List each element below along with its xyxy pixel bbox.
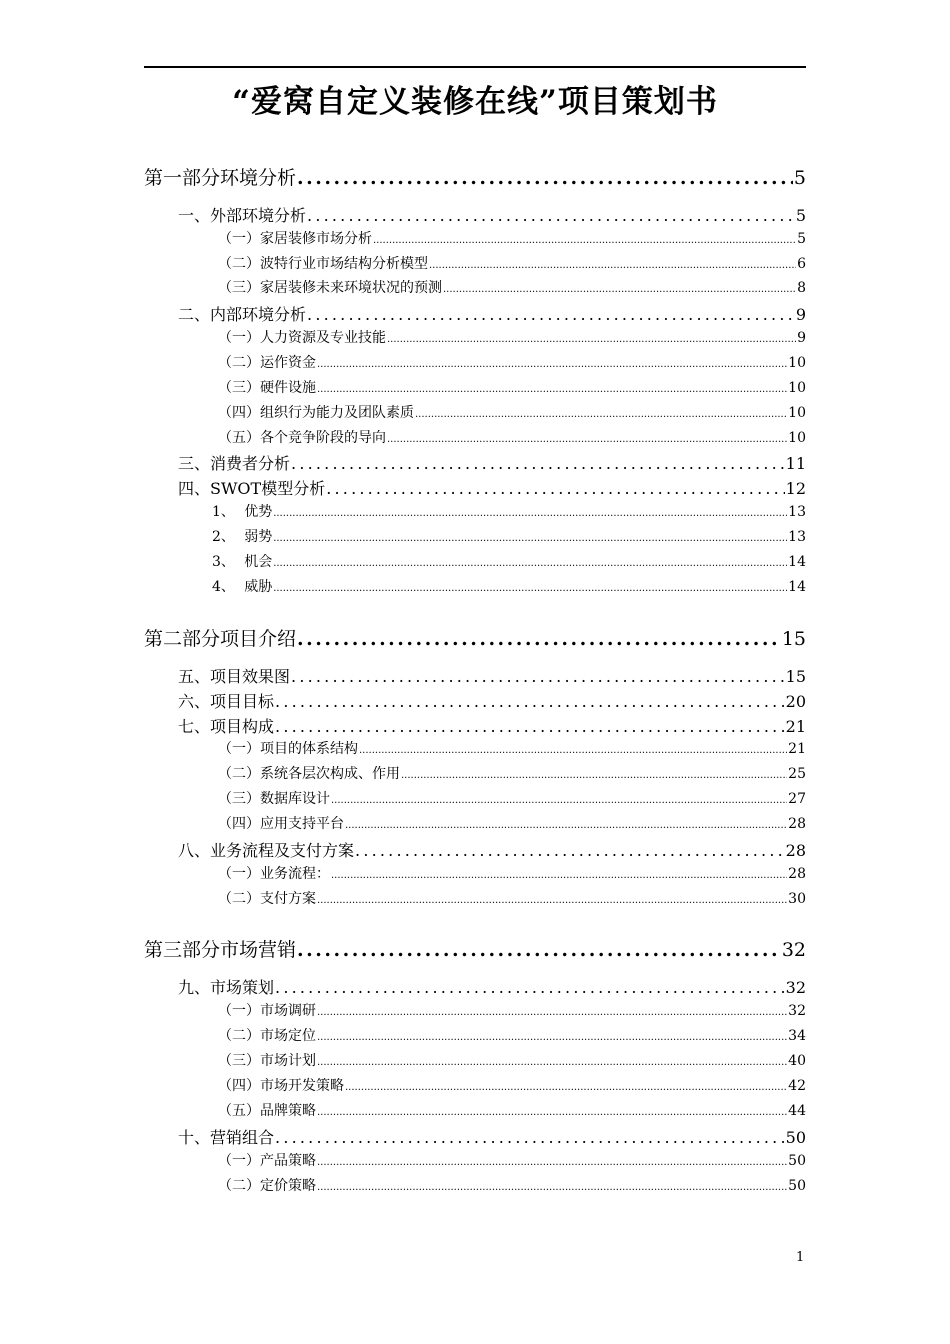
toc-number: 第三部分: [144, 939, 221, 961]
dot-leader: [429, 256, 796, 272]
toc-part-2[interactable]: [144, 624, 806, 651]
toc-page: 21: [788, 741, 806, 757]
toc-item[interactable]: [212, 526, 806, 546]
toc-subsection[interactable]: [218, 427, 806, 447]
toc-page: 25: [788, 766, 806, 782]
toc-section-2[interactable]: [178, 302, 806, 325]
toc-label: 波特行业市场结构分析模型: [260, 256, 428, 272]
toc-number: 第一部分: [144, 167, 221, 189]
dot-leader: [317, 355, 787, 371]
toc-subsection[interactable]: [218, 228, 806, 248]
toc-number: （三）: [218, 1053, 260, 1069]
toc-label: 内部环境分析: [210, 305, 307, 324]
toc-subsection[interactable]: [218, 327, 806, 347]
toc-page: 5: [793, 167, 806, 189]
toc-subsection[interactable]: [218, 1000, 806, 1020]
toc-subsection[interactable]: [218, 402, 806, 422]
toc-label: 优势: [244, 504, 273, 520]
toc-item[interactable]: [212, 501, 806, 521]
toc-section-3[interactable]: [178, 451, 806, 474]
toc-label: 弱势: [244, 529, 273, 545]
toc-label: 运作资金: [260, 355, 316, 371]
toc-subsection[interactable]: [218, 277, 806, 297]
toc-label: 家居装修市场分析: [260, 231, 372, 247]
toc-label: 项目构成: [210, 717, 275, 736]
page-number: 1: [796, 1250, 805, 1265]
toc-page: 9: [797, 330, 806, 346]
toc-page: 10: [788, 405, 806, 421]
toc-page: 32: [788, 1003, 806, 1019]
toc-label: 市场营销: [220, 939, 297, 961]
dot-leader: [359, 741, 787, 757]
toc-number: （二）: [218, 355, 260, 371]
toc-page: 50: [785, 1128, 806, 1147]
toc-number: （三）: [218, 380, 260, 396]
toc-number: 五、: [178, 667, 211, 686]
toc-label: 市场定位: [260, 1028, 316, 1044]
toc-number: （三）: [218, 280, 260, 296]
toc-page: 5: [795, 206, 806, 225]
toc-page: 13: [788, 504, 806, 520]
toc-subsection[interactable]: [218, 253, 806, 273]
toc-label: 消费者分析: [210, 454, 291, 473]
toc-item[interactable]: [212, 576, 806, 596]
toc-subsection[interactable]: [218, 1100, 806, 1120]
toc-label: 市场计划: [260, 1053, 316, 1069]
dot-leader: [275, 692, 785, 711]
toc-number: 二、: [178, 305, 211, 324]
toc-page: 14: [788, 579, 806, 595]
toc-number: （二）: [218, 766, 260, 782]
toc-number: （四）: [218, 405, 260, 421]
dot-leader: [415, 405, 787, 421]
toc-number: （一）: [218, 866, 260, 882]
toc-page: 15: [781, 628, 806, 650]
toc-number: 九、: [178, 978, 211, 997]
toc-subsection[interactable]: [218, 763, 806, 783]
toc-label: 系统各层次构成、作用: [260, 766, 400, 782]
toc-section-4[interactable]: [178, 476, 806, 499]
toc-page: 14: [788, 554, 806, 570]
dot-leader: [317, 1003, 787, 1019]
toc-page: 34: [788, 1028, 806, 1044]
toc-label: 机会: [244, 554, 273, 570]
toc-subsection[interactable]: [218, 863, 806, 883]
toc-label: 硬件设施: [260, 380, 316, 396]
document-title: “爱窝自定义装修在线”项目策划书: [232, 84, 718, 120]
toc-number: 四、: [178, 479, 211, 498]
dot-leader: [275, 978, 785, 997]
toc-page: 30: [788, 891, 806, 907]
dot-leader: [387, 430, 787, 446]
dot-leader: [317, 1153, 787, 1169]
dot-leader: [317, 1053, 787, 1069]
toc-page: 28: [785, 841, 806, 860]
toc-subsection[interactable]: [218, 352, 806, 372]
toc-label: 环境分析: [220, 167, 297, 189]
toc-number: 七、: [178, 717, 211, 736]
toc-section-9[interactable]: [178, 975, 806, 998]
dot-leader: [297, 939, 781, 961]
toc-page: 32: [785, 978, 806, 997]
toc-label: 家居装修未来环境状况的预测: [260, 280, 442, 296]
dot-leader: [291, 454, 785, 473]
dot-leader: [317, 891, 787, 907]
toc-number: 3、: [212, 554, 235, 570]
dot-leader: [331, 791, 787, 807]
toc-label: SWOT模型分析: [210, 479, 326, 498]
toc-number: （三）: [218, 791, 260, 807]
toc-subsection[interactable]: [218, 1025, 806, 1045]
toc-label: 产品策略: [260, 1153, 316, 1169]
dot-leader: [387, 330, 796, 346]
toc-subsection[interactable]: [218, 813, 806, 833]
toc-number: （二）: [218, 1028, 260, 1044]
toc-part-1[interactable]: [144, 163, 806, 190]
toc-subsection[interactable]: [218, 788, 806, 808]
dot-leader: [373, 231, 796, 247]
toc-label: 业务流程及支付方案: [210, 841, 355, 860]
toc-page: 12: [785, 479, 806, 498]
dot-leader: [401, 766, 787, 782]
toc-number: （五）: [218, 430, 260, 446]
toc-number: 1、: [212, 504, 235, 520]
toc-number: （四）: [218, 816, 260, 832]
dot-leader: [443, 280, 796, 296]
toc-number: （一）: [218, 1153, 260, 1169]
toc-page: 9: [795, 305, 806, 324]
toc-page: 42: [788, 1078, 806, 1094]
dot-leader: [275, 717, 785, 736]
toc-number: 六、: [178, 692, 211, 711]
toc-section-6[interactable]: [178, 689, 806, 712]
toc-section-1[interactable]: [178, 203, 806, 226]
toc-label: 外部环境分析: [210, 206, 307, 225]
dot-leader: [273, 529, 787, 545]
toc-subsection[interactable]: [218, 1075, 806, 1095]
toc-page: 32: [781, 939, 806, 961]
toc-page: 40: [788, 1053, 806, 1069]
toc-page: 15: [785, 667, 806, 686]
toc-label: 数据库设计: [260, 791, 330, 807]
dot-leader: [345, 816, 787, 832]
toc-number: （四）: [218, 1078, 260, 1094]
toc-subsection[interactable]: [218, 1175, 806, 1195]
toc-page: 13: [788, 529, 806, 545]
toc-page: 50: [788, 1153, 806, 1169]
toc-page: 10: [788, 380, 806, 396]
toc-page: 50: [788, 1178, 806, 1194]
toc-number: 十、: [178, 1128, 211, 1147]
dot-leader: [273, 579, 787, 595]
toc-subsection[interactable]: [218, 377, 806, 397]
toc-label: 市场开发策略: [260, 1078, 344, 1094]
toc-label: 市场策划: [210, 978, 275, 997]
toc-number: （二）: [218, 891, 260, 907]
dot-leader: [317, 380, 787, 396]
toc-label: 各个竞争阶段的导向: [260, 430, 386, 446]
dot-leader: [273, 504, 787, 520]
toc-subsection[interactable]: [218, 738, 806, 758]
toc-label: 威胁: [244, 579, 273, 595]
dot-leader: [317, 1103, 787, 1119]
toc-label: 项目效果图: [210, 667, 291, 686]
dot-leader: [317, 1178, 787, 1194]
toc-page: 27: [788, 791, 806, 807]
toc-subsection[interactable]: [218, 888, 806, 908]
toc-number: （二）: [218, 256, 260, 272]
toc-label: 业务流程：: [260, 866, 330, 882]
toc-page: 44: [788, 1103, 806, 1119]
toc-section-5[interactable]: [178, 664, 806, 687]
toc-number: 八、: [178, 841, 211, 860]
toc-number: 一、: [178, 206, 211, 225]
toc-page: 21: [785, 717, 806, 736]
toc-number: （一）: [218, 231, 260, 247]
dot-leader: [317, 1028, 787, 1044]
dot-leader: [297, 628, 781, 650]
toc-label: 营销组合: [210, 1128, 275, 1147]
dot-leader: [297, 167, 793, 189]
toc-page: 10: [788, 430, 806, 446]
toc-label: 应用支持平台: [260, 816, 344, 832]
toc-label: 品牌策略: [260, 1103, 316, 1119]
toc-section-8[interactable]: [178, 838, 806, 861]
dot-leader: [345, 1078, 787, 1094]
toc-page: 11: [785, 454, 806, 473]
toc-number: 4、: [212, 579, 235, 595]
toc-label: 定价策略: [260, 1178, 316, 1194]
toc-page: 6: [797, 256, 806, 272]
dot-leader: [355, 841, 785, 860]
toc-section-7[interactable]: [178, 714, 806, 737]
toc-label: 项目目标: [210, 692, 275, 711]
toc-page: 5: [797, 231, 806, 247]
toc-label: 人力资源及专业技能: [260, 330, 386, 346]
toc-section-10[interactable]: [178, 1125, 806, 1148]
toc-subsection[interactable]: [218, 1150, 806, 1170]
dot-leader: [275, 1128, 785, 1147]
toc-number: （二）: [218, 1178, 260, 1194]
toc-number: （一）: [218, 1003, 260, 1019]
toc-number: 三、: [178, 454, 211, 473]
toc-number: 2、: [212, 529, 235, 545]
toc-page: 20: [785, 692, 806, 711]
toc-part-3[interactable]: [144, 935, 806, 962]
toc-item[interactable]: [212, 551, 806, 571]
toc-label: 项目的体系结构: [260, 741, 358, 757]
dot-leader: [331, 866, 787, 882]
toc-label: 组织行为能力及团队素质: [260, 405, 414, 421]
dot-leader: [291, 667, 785, 686]
toc-page: 8: [797, 280, 806, 296]
toc-number: （一）: [218, 330, 260, 346]
toc-subsection[interactable]: [218, 1050, 806, 1070]
dot-leader: [307, 206, 795, 225]
toc-label: 支付方案: [260, 891, 316, 907]
dot-leader: [273, 554, 787, 570]
toc-label: 项目介绍: [220, 628, 297, 650]
toc-number: （一）: [218, 741, 260, 757]
toc-page: 28: [788, 816, 806, 832]
toc-page: 10: [788, 355, 806, 371]
dot-leader: [326, 479, 784, 498]
toc-page: 28: [788, 866, 806, 882]
toc-number: （五）: [218, 1103, 260, 1119]
toc-label: 市场调研: [260, 1003, 316, 1019]
dot-leader: [307, 305, 795, 324]
toc-number: 第二部分: [144, 628, 221, 650]
